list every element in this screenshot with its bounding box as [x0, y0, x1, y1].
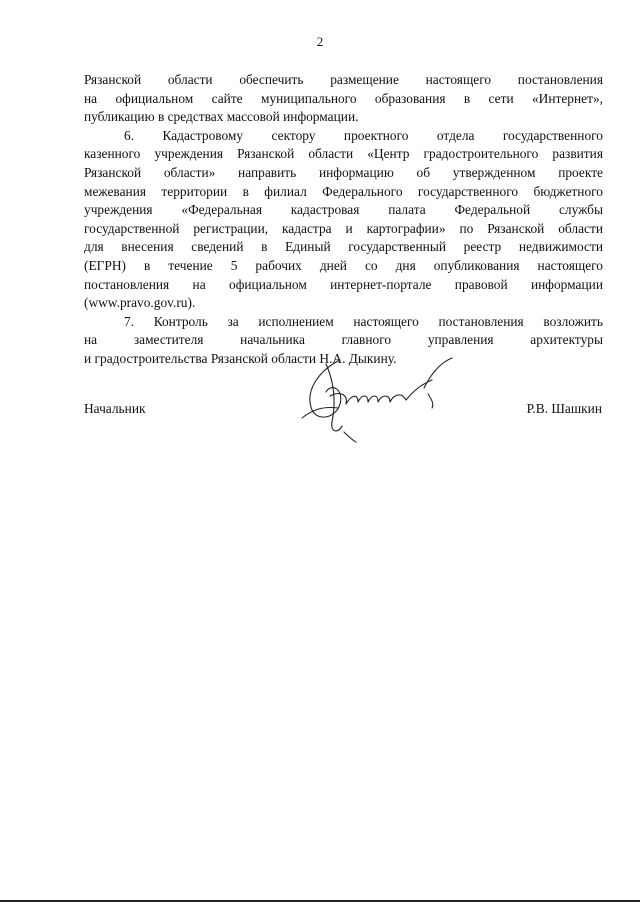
handwritten-signature — [282, 352, 462, 447]
text-line: (www.pravo.gov.ru). — [84, 295, 196, 311]
text-line: постановления на официальном интернет-портале правовой информации — [84, 276, 603, 292]
text-line: межевания территории в филиал Федерального государственного бюджетного — [84, 183, 603, 199]
text-line: и градостроительства Рязанской области Н.А. Дыкину. — [84, 350, 397, 366]
text-line: на официальном сайте муниципального образования в сети «Интернет», — [84, 90, 603, 106]
signer-name: Р.В. Шашкин — [526, 401, 602, 416]
text-line: казенного учреждения Рязанской области «Центр градостроительного развития — [84, 146, 603, 162]
text-line: Рязанской области обеспечить размещение настоящего постановления — [84, 72, 603, 87]
text-line: для внесения сведений в Единый государственный реестр недвижимости — [84, 239, 603, 255]
text-line: (ЕГРН) в течение 5 рабочих дней со дня опубликования настоящего — [84, 257, 603, 273]
text-line: 7. Контроль за исполнением настоящего постановления возложить — [124, 313, 603, 329]
text-line: Рязанской области» направить информацию об утвержденном проекте — [84, 164, 603, 180]
signer-title: Начальник — [84, 401, 146, 416]
text-line: учреждения «Федеральная кадастровая палата Федеральной службы — [84, 202, 603, 218]
page-number: 2 — [316, 34, 324, 49]
page-bottom-edge — [0, 900, 640, 902]
text-line: 6. Кадастровому сектору проектного отдела государственного — [124, 127, 603, 143]
text-line: публикацию в средствах массовой информации. — [84, 109, 359, 125]
document-body — [84, 71, 603, 369]
text-line: государственной регистрации, кадастра и картографии» по Рязанской области — [84, 220, 603, 236]
text-line: на заместителя начальника главного управления архитектуры — [84, 332, 603, 348]
